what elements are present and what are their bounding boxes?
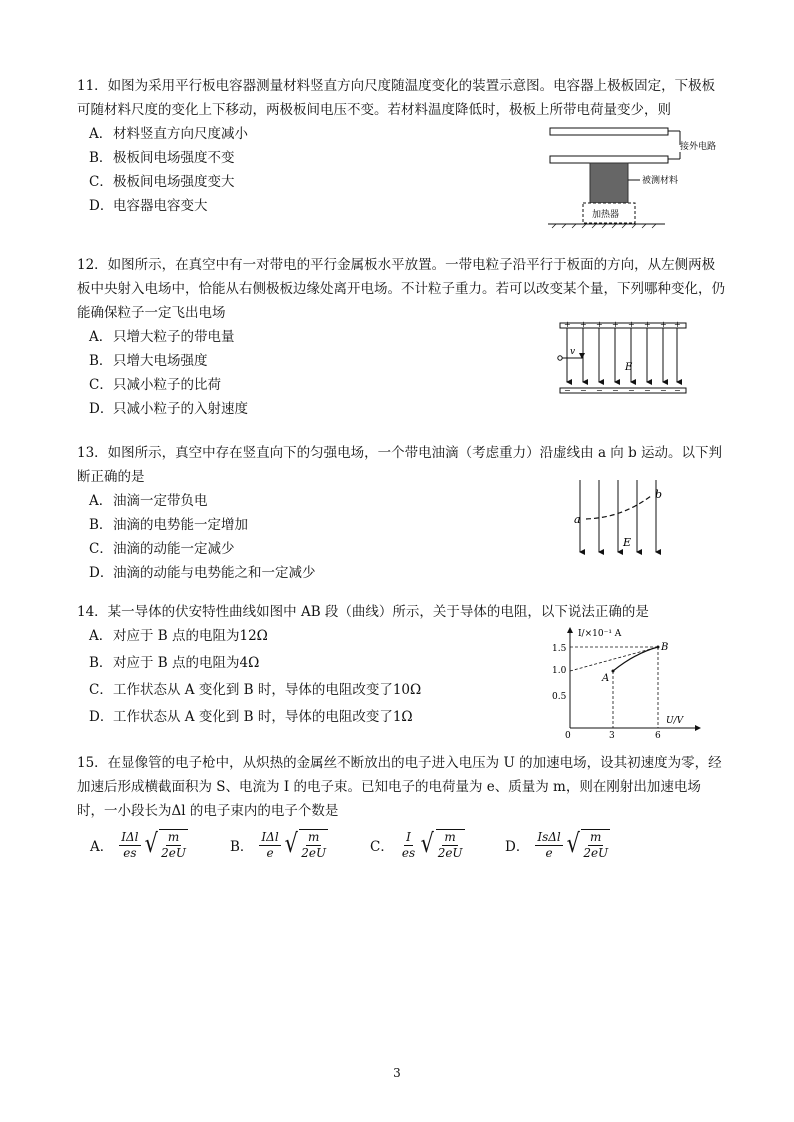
svg-text:+: +	[564, 320, 571, 329]
option-text: 工作状态从 A 变化到 B 时，导体的电阻改变了1Ω	[113, 709, 413, 725]
ytick-1.5: 1.5	[552, 644, 567, 654]
svg-text:+: +	[580, 320, 587, 329]
numerator: IsΔl	[537, 829, 561, 844]
y-axis-label: I/×10⁻¹ A	[578, 629, 622, 639]
denominator: e	[266, 845, 274, 860]
option-key: C．	[89, 541, 113, 557]
x-axis-label: U/V	[666, 716, 684, 726]
q12-option-d	[89, 397, 727, 421]
numerator: IΔl	[261, 829, 279, 844]
option-key: B．	[230, 839, 254, 855]
fraction	[400, 830, 417, 861]
radicand-numerator: m	[590, 830, 602, 844]
radical-sign: √	[144, 829, 158, 859]
heater-label: 加热器	[592, 210, 620, 220]
svg-text:+: +	[660, 320, 667, 329]
radical-sign: √	[420, 829, 435, 859]
option-text: 油滴一定带负电	[113, 493, 208, 509]
field-lines	[580, 480, 656, 552]
ytick-0.5: 0.5	[552, 692, 567, 702]
option-key: B．	[89, 655, 113, 671]
bottom-plate	[560, 388, 686, 393]
option-text: 对应于 B 点的电阻为12Ω	[113, 628, 268, 644]
square-root	[565, 829, 610, 861]
radical-sign: √	[566, 829, 580, 859]
svg-text:+: +	[612, 320, 619, 329]
option-text: 只减小粒子的入射速度	[113, 401, 248, 417]
fraction	[259, 830, 280, 861]
capacitor-figure	[540, 122, 730, 230]
svg-text:+: +	[644, 320, 651, 329]
measured-material	[590, 163, 628, 203]
option-text: 对应于 B 点的电阻为4Ω	[113, 655, 260, 671]
option-text: 工作状态从 A 变化到 B 时，导体的电阻改变了10Ω	[113, 682, 422, 698]
radicand-numerator: m	[444, 830, 456, 844]
point-a	[612, 670, 615, 673]
ytick-1.0: 1.0	[552, 666, 567, 676]
xtick-0: 0	[565, 731, 571, 740]
svg-text:+: +	[596, 320, 603, 329]
upper-plate	[550, 128, 668, 135]
q15-option-a	[90, 829, 188, 861]
option-text: 电容器电容变大	[113, 198, 208, 214]
fraction	[119, 830, 140, 861]
option-key: D．	[89, 709, 114, 725]
point-a-label: A	[602, 673, 610, 684]
denominator: es	[123, 845, 137, 860]
radicand-denominator: 2eU	[583, 846, 609, 860]
radicand-numerator: m	[307, 830, 320, 844]
option-key: D．	[505, 839, 530, 855]
xtick-3: 3	[609, 731, 615, 740]
iv-curve-figure	[548, 624, 708, 740]
option-text: 油滴的动能一定减少	[113, 541, 235, 557]
svg-text:+: +	[674, 320, 681, 329]
option-text: 只增大粒子的带电量	[113, 329, 235, 345]
page-number: 3	[393, 1066, 401, 1080]
point-b	[657, 646, 660, 649]
question-15-stem: 15．在显像管的电子枪中，从炽热的金属丝不断放出的电子进入电压为 U 的加速电场，设其初速度为零，经加速后形成横截面积为 S、电流为 I 的电子束。已知电子的电荷量为 e、质量为 m，则在刚射出加速电场时，一小段长为Δl 的电子束内的电子个数是	[77, 755, 722, 819]
square-root	[419, 829, 464, 861]
svg-text:−: −	[644, 386, 651, 395]
option-key: A．	[89, 126, 113, 142]
option-key: B．	[89, 150, 113, 166]
q15-option-c	[370, 829, 465, 861]
velocity-label: v	[570, 347, 576, 357]
square-root	[143, 829, 188, 861]
q13-option-d	[89, 561, 727, 585]
option-key: D．	[89, 401, 114, 417]
option-text: 只减小粒子的比荷	[113, 377, 221, 393]
option-key: C．	[89, 682, 113, 698]
option-key: B．	[89, 353, 113, 369]
option-text: 极板间电场强度变大	[113, 174, 235, 190]
option-key: A．	[89, 628, 113, 644]
option-key: D．	[89, 198, 114, 214]
q15-option-d	[505, 829, 610, 861]
particle	[558, 356, 562, 360]
option-key: C．	[370, 839, 394, 855]
radicand-denominator: 2eU	[161, 846, 186, 860]
option-key: A．	[90, 839, 114, 855]
option-text: 只增大电场强度	[113, 353, 208, 369]
point-a-label: a	[574, 513, 581, 526]
lower-plate	[550, 156, 668, 163]
power-label: 接外电路	[680, 142, 717, 152]
option-key: A．	[89, 493, 113, 509]
radicand-denominator: 2eU	[301, 846, 327, 860]
q15-option-b	[230, 829, 328, 861]
denominator: e	[545, 845, 553, 860]
numerator: IΔl	[121, 829, 139, 844]
material-label: 被测材料	[642, 176, 679, 186]
option-key: B．	[89, 517, 113, 533]
question-15	[77, 751, 722, 823]
field-label: E	[623, 536, 632, 549]
radicand-denominator: 2eU	[437, 846, 463, 860]
fraction	[535, 830, 562, 861]
radical-sign: √	[284, 829, 298, 859]
svg-text:−: −	[580, 386, 587, 395]
field-lines	[567, 328, 677, 382]
svg-text:−: −	[674, 386, 681, 395]
numerator: I	[406, 829, 411, 844]
oil-drop-figure	[566, 476, 676, 560]
xtick-6: 6	[655, 731, 661, 740]
option-text: 材料竖直方向尺度减小	[113, 126, 248, 142]
ground-hatch	[552, 224, 656, 228]
field-label: E	[625, 362, 633, 373]
guide-lines	[570, 647, 658, 728]
option-text: 极板间电场强度不变	[113, 150, 235, 166]
option-key: A．	[89, 329, 113, 345]
question-11-stem: 11．如图为采用平行板电容器测量材料竖直方向尺度随温度变化的装置示意图。电容器上极板固定，下极板可随材料尺度的变化上下移动，两极板间电压不变。若材料温度降低时，极板上所带电荷量变少，则	[77, 78, 716, 118]
option-key: C．	[89, 377, 113, 393]
option-text: 油滴的动能与电势能之和一定减少	[113, 565, 316, 581]
top-plate	[560, 323, 686, 328]
question-14-stem: 14．某一导体的伏安特性曲线如图中 AB 段（曲线）所示，关于导体的电阻，以下说法正确的是	[77, 604, 649, 620]
option-text: 油滴的电势能一定增加	[113, 517, 248, 533]
radicand-numerator: m	[167, 830, 180, 844]
denominator: es	[401, 845, 416, 860]
svg-text:−: −	[660, 386, 667, 395]
parallel-plates-figure	[556, 318, 690, 398]
question-12-stem: 12．如图所示，在真空中有一对带电的平行金属板水平放置。一带电粒子沿平行于板面的方向，从左侧两极板中央射入电场中，恰能从右侧极板边缘处离开电场。不计粒子重力。若可以改变某个量，下列哪种变化，仍能确保粒子一定飞出电场	[77, 257, 725, 321]
point-b-label: b	[655, 488, 663, 501]
svg-text:−: −	[612, 386, 619, 395]
square-root	[283, 829, 328, 861]
question-13-stem: 13．如图所示，真空中存在竖直向下的匀强电场，一个带电油滴（考虑重力）沿虚线由 a 向 b 运动。以下判断正确的是	[77, 445, 723, 485]
svg-text:−: −	[596, 386, 603, 395]
ab-curve	[613, 647, 658, 671]
option-key: D．	[89, 565, 114, 581]
svg-text:+: +	[628, 320, 635, 329]
option-key: C．	[89, 174, 113, 190]
svg-text:−: −	[564, 386, 571, 395]
svg-text:−: −	[628, 386, 635, 395]
point-b-label: B	[661, 642, 669, 653]
